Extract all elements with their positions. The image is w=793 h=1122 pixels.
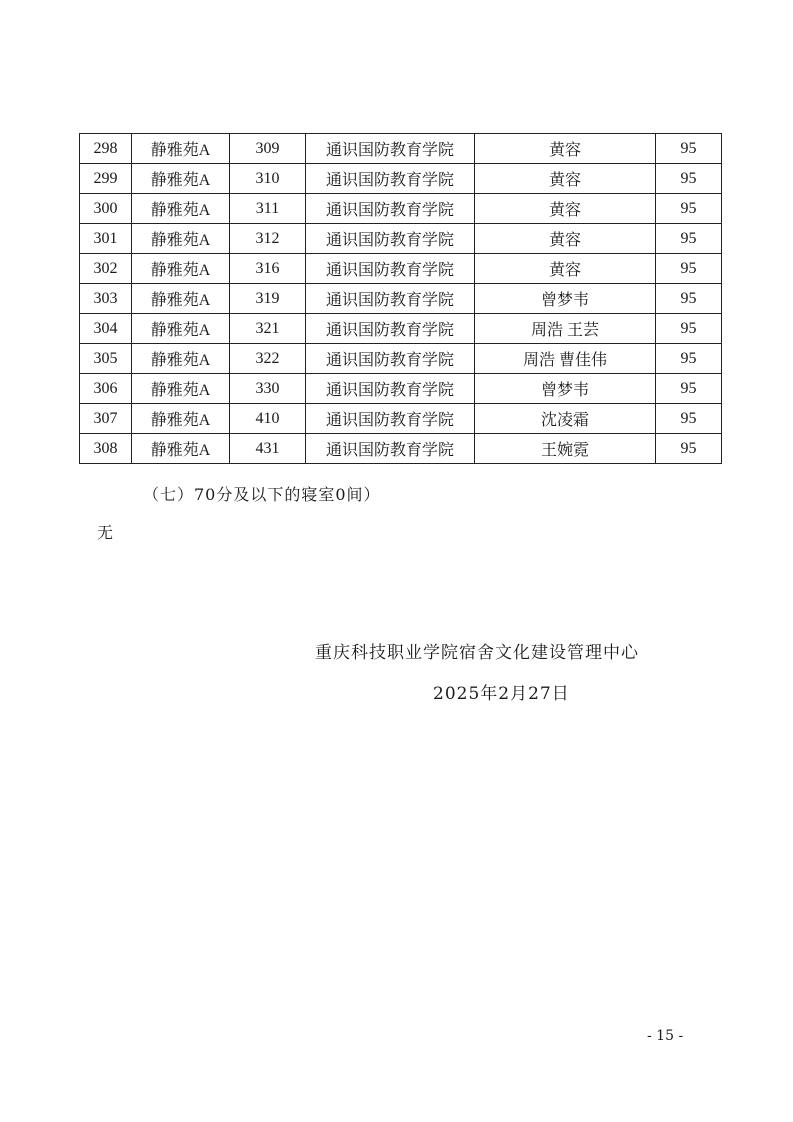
- score-cell: 95: [656, 374, 722, 404]
- row-index-cell: 299: [80, 164, 132, 194]
- college-cell: 通识国防教育学院: [306, 194, 475, 224]
- room-number-cell: 309: [230, 134, 306, 164]
- responsible-person-cell: 黄容: [475, 254, 656, 284]
- table-row: [80, 404, 722, 434]
- college-cell: 通识国防教育学院: [306, 164, 475, 194]
- row-index-cell: 305: [80, 344, 132, 374]
- room-number-cell: 310: [230, 164, 306, 194]
- section-heading: （七）70分及以下的寝室0间）: [143, 485, 381, 504]
- score-cell: 95: [656, 134, 722, 164]
- building-cell: 静雅苑A: [132, 434, 230, 464]
- responsible-person-cell: 曾梦韦: [475, 374, 656, 404]
- none-text: 无: [97, 523, 114, 542]
- score-cell: 95: [656, 314, 722, 344]
- college-cell: 通识国防教育学院: [306, 314, 475, 344]
- responsible-person-cell: 曾梦韦: [475, 284, 656, 314]
- issuing-organization: 重庆科技职业学院宿舍文化建设管理中心: [315, 643, 639, 663]
- table-row: [80, 284, 722, 314]
- score-cell: 95: [656, 434, 722, 464]
- responsible-person-cell: 黄容: [475, 134, 656, 164]
- table-row: [80, 374, 722, 404]
- score-cell: 95: [656, 404, 722, 434]
- table-body: [80, 134, 722, 464]
- table-row: [80, 224, 722, 254]
- row-index-cell: 302: [80, 254, 132, 284]
- college-cell: 通识国防教育学院: [306, 254, 475, 284]
- building-cell: 静雅苑A: [132, 164, 230, 194]
- row-index-cell: 298: [80, 134, 132, 164]
- responsible-person-cell: 王婉霓: [475, 434, 656, 464]
- table-row: [80, 194, 722, 224]
- building-cell: 静雅苑A: [132, 254, 230, 284]
- college-cell: 通识国防教育学院: [306, 404, 475, 434]
- issue-date: 2025年2月27日: [433, 684, 570, 704]
- room-number-cell: 431: [230, 434, 306, 464]
- college-cell: 通识国防教育学院: [306, 434, 475, 464]
- building-cell: 静雅苑A: [132, 134, 230, 164]
- college-cell: 通识国防教育学院: [306, 374, 475, 404]
- room-number-cell: 312: [230, 224, 306, 254]
- row-index-cell: 308: [80, 434, 132, 464]
- responsible-person-cell: 沈凌霜: [475, 404, 656, 434]
- table-row: [80, 344, 722, 374]
- room-number-cell: 316: [230, 254, 306, 284]
- dormitory-score-table: [79, 133, 722, 464]
- row-index-cell: 307: [80, 404, 132, 434]
- responsible-person-cell: 周浩 王芸: [475, 314, 656, 344]
- score-cell: 95: [656, 164, 722, 194]
- responsible-person-cell: 周浩 曹佳伟: [475, 344, 656, 374]
- building-cell: 静雅苑A: [132, 314, 230, 344]
- score-cell: 95: [656, 284, 722, 314]
- responsible-person-cell: 黄容: [475, 224, 656, 254]
- building-cell: 静雅苑A: [132, 284, 230, 314]
- table-row: [80, 434, 722, 464]
- table-row: [80, 314, 722, 344]
- college-cell: 通识国防教育学院: [306, 284, 475, 314]
- table-row: [80, 254, 722, 284]
- row-index-cell: 304: [80, 314, 132, 344]
- score-cell: 95: [656, 254, 722, 284]
- room-number-cell: 321: [230, 314, 306, 344]
- room-number-cell: 319: [230, 284, 306, 314]
- building-cell: 静雅苑A: [132, 224, 230, 254]
- college-cell: 通识国防教育学院: [306, 224, 475, 254]
- score-cell: 95: [656, 344, 722, 374]
- room-number-cell: 311: [230, 194, 306, 224]
- table-row: [80, 164, 722, 194]
- building-cell: 静雅苑A: [132, 344, 230, 374]
- score-cell: 95: [656, 224, 722, 254]
- college-cell: 通识国防教育学院: [306, 344, 475, 374]
- page-number: - 15 -: [647, 1028, 684, 1044]
- score-cell: 95: [656, 194, 722, 224]
- responsible-person-cell: 黄容: [475, 164, 656, 194]
- row-index-cell: 300: [80, 194, 132, 224]
- building-cell: 静雅苑A: [132, 194, 230, 224]
- building-cell: 静雅苑A: [132, 404, 230, 434]
- college-cell: 通识国防教育学院: [306, 134, 475, 164]
- room-number-cell: 330: [230, 374, 306, 404]
- building-cell: 静雅苑A: [132, 374, 230, 404]
- row-index-cell: 303: [80, 284, 132, 314]
- room-number-cell: 322: [230, 344, 306, 374]
- responsible-person-cell: 黄容: [475, 194, 656, 224]
- row-index-cell: 301: [80, 224, 132, 254]
- row-index-cell: 306: [80, 374, 132, 404]
- table-row: [80, 134, 722, 164]
- room-number-cell: 410: [230, 404, 306, 434]
